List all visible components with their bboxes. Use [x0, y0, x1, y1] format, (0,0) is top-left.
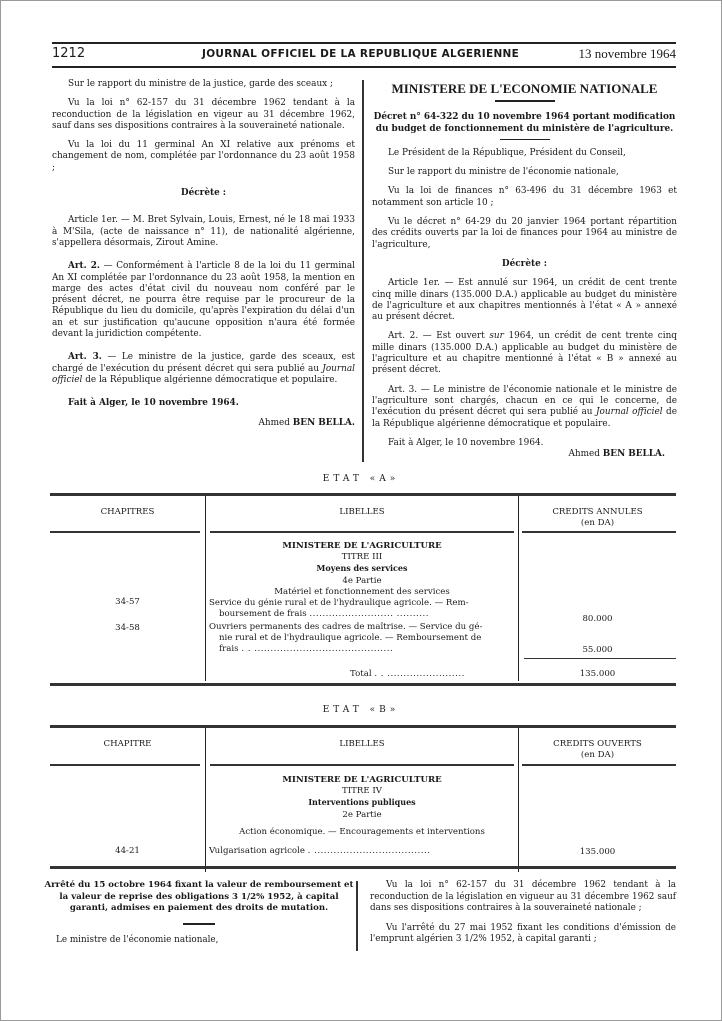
fait-line — [52, 398, 355, 409]
article-label: Art. 2. — [68, 261, 100, 272]
chapitre-code: 34-57 — [115, 597, 140, 607]
libelle-line — [219, 609, 517, 620]
left-column — [52, 79, 355, 437]
article-text: — Conformément à l'article 8 de la loi du 11 germinal An XI complétée par l'ordonnance du 23 août 1958, la mention en marge des actes d'état civil du nouveau nom conféré par le présent décret, ne pourra être requise par le procureur de la République du lieu du domicile, qu'après l'expiration du délai d'un an et sur justification qu'aucune opposition n'aura été formée devant la juridiction compétente. — [52, 261, 356, 340]
header-rule — [210, 764, 514, 766]
header-libelles: LIBELLES — [339, 507, 385, 517]
article-2 — [372, 331, 677, 376]
total-rule — [524, 658, 676, 659]
header-rule — [210, 531, 514, 533]
col-divider — [205, 653, 206, 681]
ministry-label: MINISTERE DE L'AGRICULTURE — [282, 775, 442, 785]
arrete-title: Arrêté du 15 octobre 1964 fixant la valeur de remboursement et la valeur de reprise des obligations 3 1/2% 1952, à capital garanti, admises en paiement des droits de mutation. — [44, 880, 354, 913]
fait-line: Fait à Alger, le 10 novembre 1964. — [388, 437, 544, 448]
page-number: 1212 — [52, 46, 86, 61]
titre-name: Interventions publiques — [308, 797, 416, 807]
article-3 — [372, 385, 677, 430]
signature — [52, 418, 355, 429]
right-para: Vu l'arrêté du 27 mai 1952 fixant les conditions d'émission de l'emprunt algérien 3 1/2% 1952, à capital garanti ; — [370, 922, 676, 944]
table-bottom-rule — [50, 683, 676, 686]
libelle-line — [209, 846, 517, 857]
signature — [372, 449, 665, 460]
decree-title: Décret n° 64-322 du 10 novembre 1964 portant modification du budget de fonctionnement du ministère de l'agriculture. — [373, 112, 676, 134]
left-para: Vu la loi n° 62-157 du 31 décembre 1962 tendant à la reconduction de la législation en vigeur au 31 décembre 1962, sauf dans ses dispositions contraires à la souveraineté nationale. — [52, 98, 355, 131]
article-text: — M. Bret Sylvain, Louis, Ernest, né le 18 mai 1933 à M'Sila, (acte de naissance n° 11), de nationalité algérienne, s'appellera désormais, Zirout Amine. — [52, 215, 355, 248]
libelle-text: frais — [219, 644, 239, 654]
article-text: Art. 3. — Le ministre de l'économie nationale et le ministre de l'agriculture sont chargés, chacun en ce qui le concerne, de l'exécution du présent décret qui sera publié au — [372, 384, 677, 418]
total-row — [350, 669, 516, 680]
right-para: Vu la loi de finances n° 63-496 du 31 décembre 1963 et notamment son article 10 ; — [372, 186, 677, 208]
short-rule — [183, 923, 215, 925]
journal-title: JOURNAL OFFICIEL DE LA REPUBLIQUE ALGERIENNE — [202, 48, 520, 60]
dot-leader: .......................... .......... — [309, 609, 429, 619]
table-bottom-rule — [50, 866, 676, 869]
left-para: Vu la loi du 11 germinal An XI relative aux prénoms et changement de nom, complétée par l'ordonnance du 23 août 1958 ; — [52, 140, 355, 173]
short-rule — [500, 139, 550, 140]
right-para: Vu le décret n° 64-29 du 20 janvier 1964 portant répartition des crédits ouverts par la loi de finances pour 1964 au ministre de l'agriculture, — [372, 217, 677, 250]
header-rule — [50, 764, 200, 766]
journal-ref: Journal officiel — [596, 407, 663, 418]
header-credits: CREDITS OUVERTS — [553, 739, 642, 749]
ministry-title: MINISTERE DE L'ECONOMIE NATIONALE — [391, 81, 658, 96]
libelle-line: Service du génie rural et de l'hydraulique agricole. — Rem- — [209, 598, 469, 608]
header-top-rule — [52, 42, 676, 44]
signature-last: BEN BELLA. — [292, 417, 355, 428]
column-divider — [362, 80, 364, 462]
header-credits: CREDITS ANNULES — [552, 507, 643, 517]
libelle-text: Vulgarisation agricole — [209, 846, 305, 856]
article-label: Art. 3. — [68, 352, 102, 363]
decrete-heading: Décrète : — [501, 258, 548, 269]
table-top-rule — [50, 493, 676, 496]
header-unit: (en DA) — [580, 518, 615, 528]
etat-a-title: ETAT «A» — [322, 474, 400, 484]
table-top-rule — [50, 725, 676, 728]
article-text: — Le ministre de la justice, garde des sceaux, est chargé de l'exécution du présent décret qui sera publié au — [52, 352, 355, 374]
arrete-para: Le ministre de l'économie nationale, — [56, 934, 219, 945]
issue-date: 13 novembre 1964 — [578, 46, 676, 61]
right-para: Sur le rapport du ministre de l'économie nationale, — [388, 167, 619, 178]
partie-name: Matériel et fonctionnement des services — [274, 587, 450, 597]
arrete-right-column — [370, 880, 676, 946]
amount: 55.000 — [582, 645, 613, 655]
etat-b-title: ETAT «B» — [322, 705, 400, 715]
partie-label: 4e Partie — [342, 576, 382, 586]
page-header — [52, 46, 676, 64]
libelle-line: Ouvriers permanents des cadres de maîtrise. — Service du gé- — [209, 622, 483, 632]
partie-name: Action économique. — Encouragements et interventions — [239, 827, 485, 837]
ministry-label: MINISTERE DE L'AGRICULTURE — [282, 541, 442, 551]
header-bottom-rule — [52, 66, 676, 68]
column-divider — [356, 881, 358, 951]
libelle-line: nie rural et de l'hydraulique agricole. — Remboursement de — [219, 633, 482, 643]
titre-label: TITRE IV — [342, 786, 382, 796]
header-chapitres: CHAPITRES — [100, 507, 155, 517]
total-amount: 135.000 — [579, 669, 616, 679]
chapitre-code: 44-21 — [115, 846, 140, 856]
signature-last: BEN BELLA. — [602, 449, 665, 460]
article-2 — [52, 261, 355, 340]
header-chapitre: CHAPITRE — [103, 739, 152, 749]
article-1 — [52, 215, 355, 249]
header-rule — [522, 764, 676, 766]
header-rule — [50, 531, 200, 533]
arrete-section — [44, 880, 354, 946]
article-3 — [52, 352, 355, 386]
article-text: Art. 2. — Est ouvert — [388, 331, 490, 342]
libelle-line — [219, 644, 517, 655]
fait-text: Fait à Alger, le 10 novembre 1964. — [68, 398, 239, 409]
right-para: Le Président de la République, Président du Conseil, — [388, 147, 626, 158]
chapitre-code: 34-58 — [115, 623, 140, 633]
amount: 80.000 — [582, 614, 613, 624]
article-text: 1964, un crédit de cent trente cinq mille dinars (135.000 D.A.) applicable au budget du ministère de l'agriculture et au chapitre mentionné à l'état « B » annexé au présent décret. — [372, 331, 677, 376]
ornament-rule — [495, 100, 555, 102]
partie-label: 2e Partie — [342, 810, 382, 820]
signature-first: Ahmed — [258, 417, 290, 428]
journal-ref: Journal officiel — [52, 363, 355, 385]
header-libelles: LIBELLES — [339, 739, 385, 749]
col-divider — [518, 653, 519, 681]
left-para: Sur le rapport du ministre de la justice, garde des sceaux ; — [68, 79, 333, 89]
col-divider — [205, 496, 206, 653]
article-label: Article 1er. — [68, 215, 118, 226]
article-text: de la République algérienne démocratique et populaire. — [372, 407, 677, 429]
right-para: Vu la loi n° 62-157 du 31 décembre 1962 tendant à la reconduction de la législation en vigueur au 31 décembre 1962 sauf dans ses dispositions contraires à la souveraineté nationale ; — [370, 880, 676, 913]
article-1: Article 1er. — Est annulé sur 1964, un crédit de cent trente cinq mille dinars (135.000 D.A.) applicable au budget du ministère de l'agriculture et aux chapitres mentionnés à l'état « A » annexé au présent décret. — [372, 278, 677, 323]
total-label: Total — [350, 669, 372, 679]
right-column — [372, 83, 677, 468]
article-text: de la République algérienne démocratique et populaire. — [82, 374, 338, 385]
amount: 135.000 — [579, 847, 616, 857]
dot-leader: . .................................... — [307, 846, 431, 856]
dot-leader: . . ........................ — [374, 669, 465, 679]
libelle-text: boursement de frais — [219, 609, 307, 619]
signature-first: Ahmed — [568, 449, 600, 460]
article-text-italic: sur — [489, 331, 504, 342]
decrete-heading: Décrète : — [180, 188, 227, 199]
header-unit: (en DA) — [580, 750, 615, 760]
header-rule — [522, 531, 676, 533]
titre-label: TITRE III — [341, 552, 383, 562]
titre-name: Moyens des services — [316, 563, 408, 573]
dot-leader: . . ........................................... — [241, 644, 394, 654]
